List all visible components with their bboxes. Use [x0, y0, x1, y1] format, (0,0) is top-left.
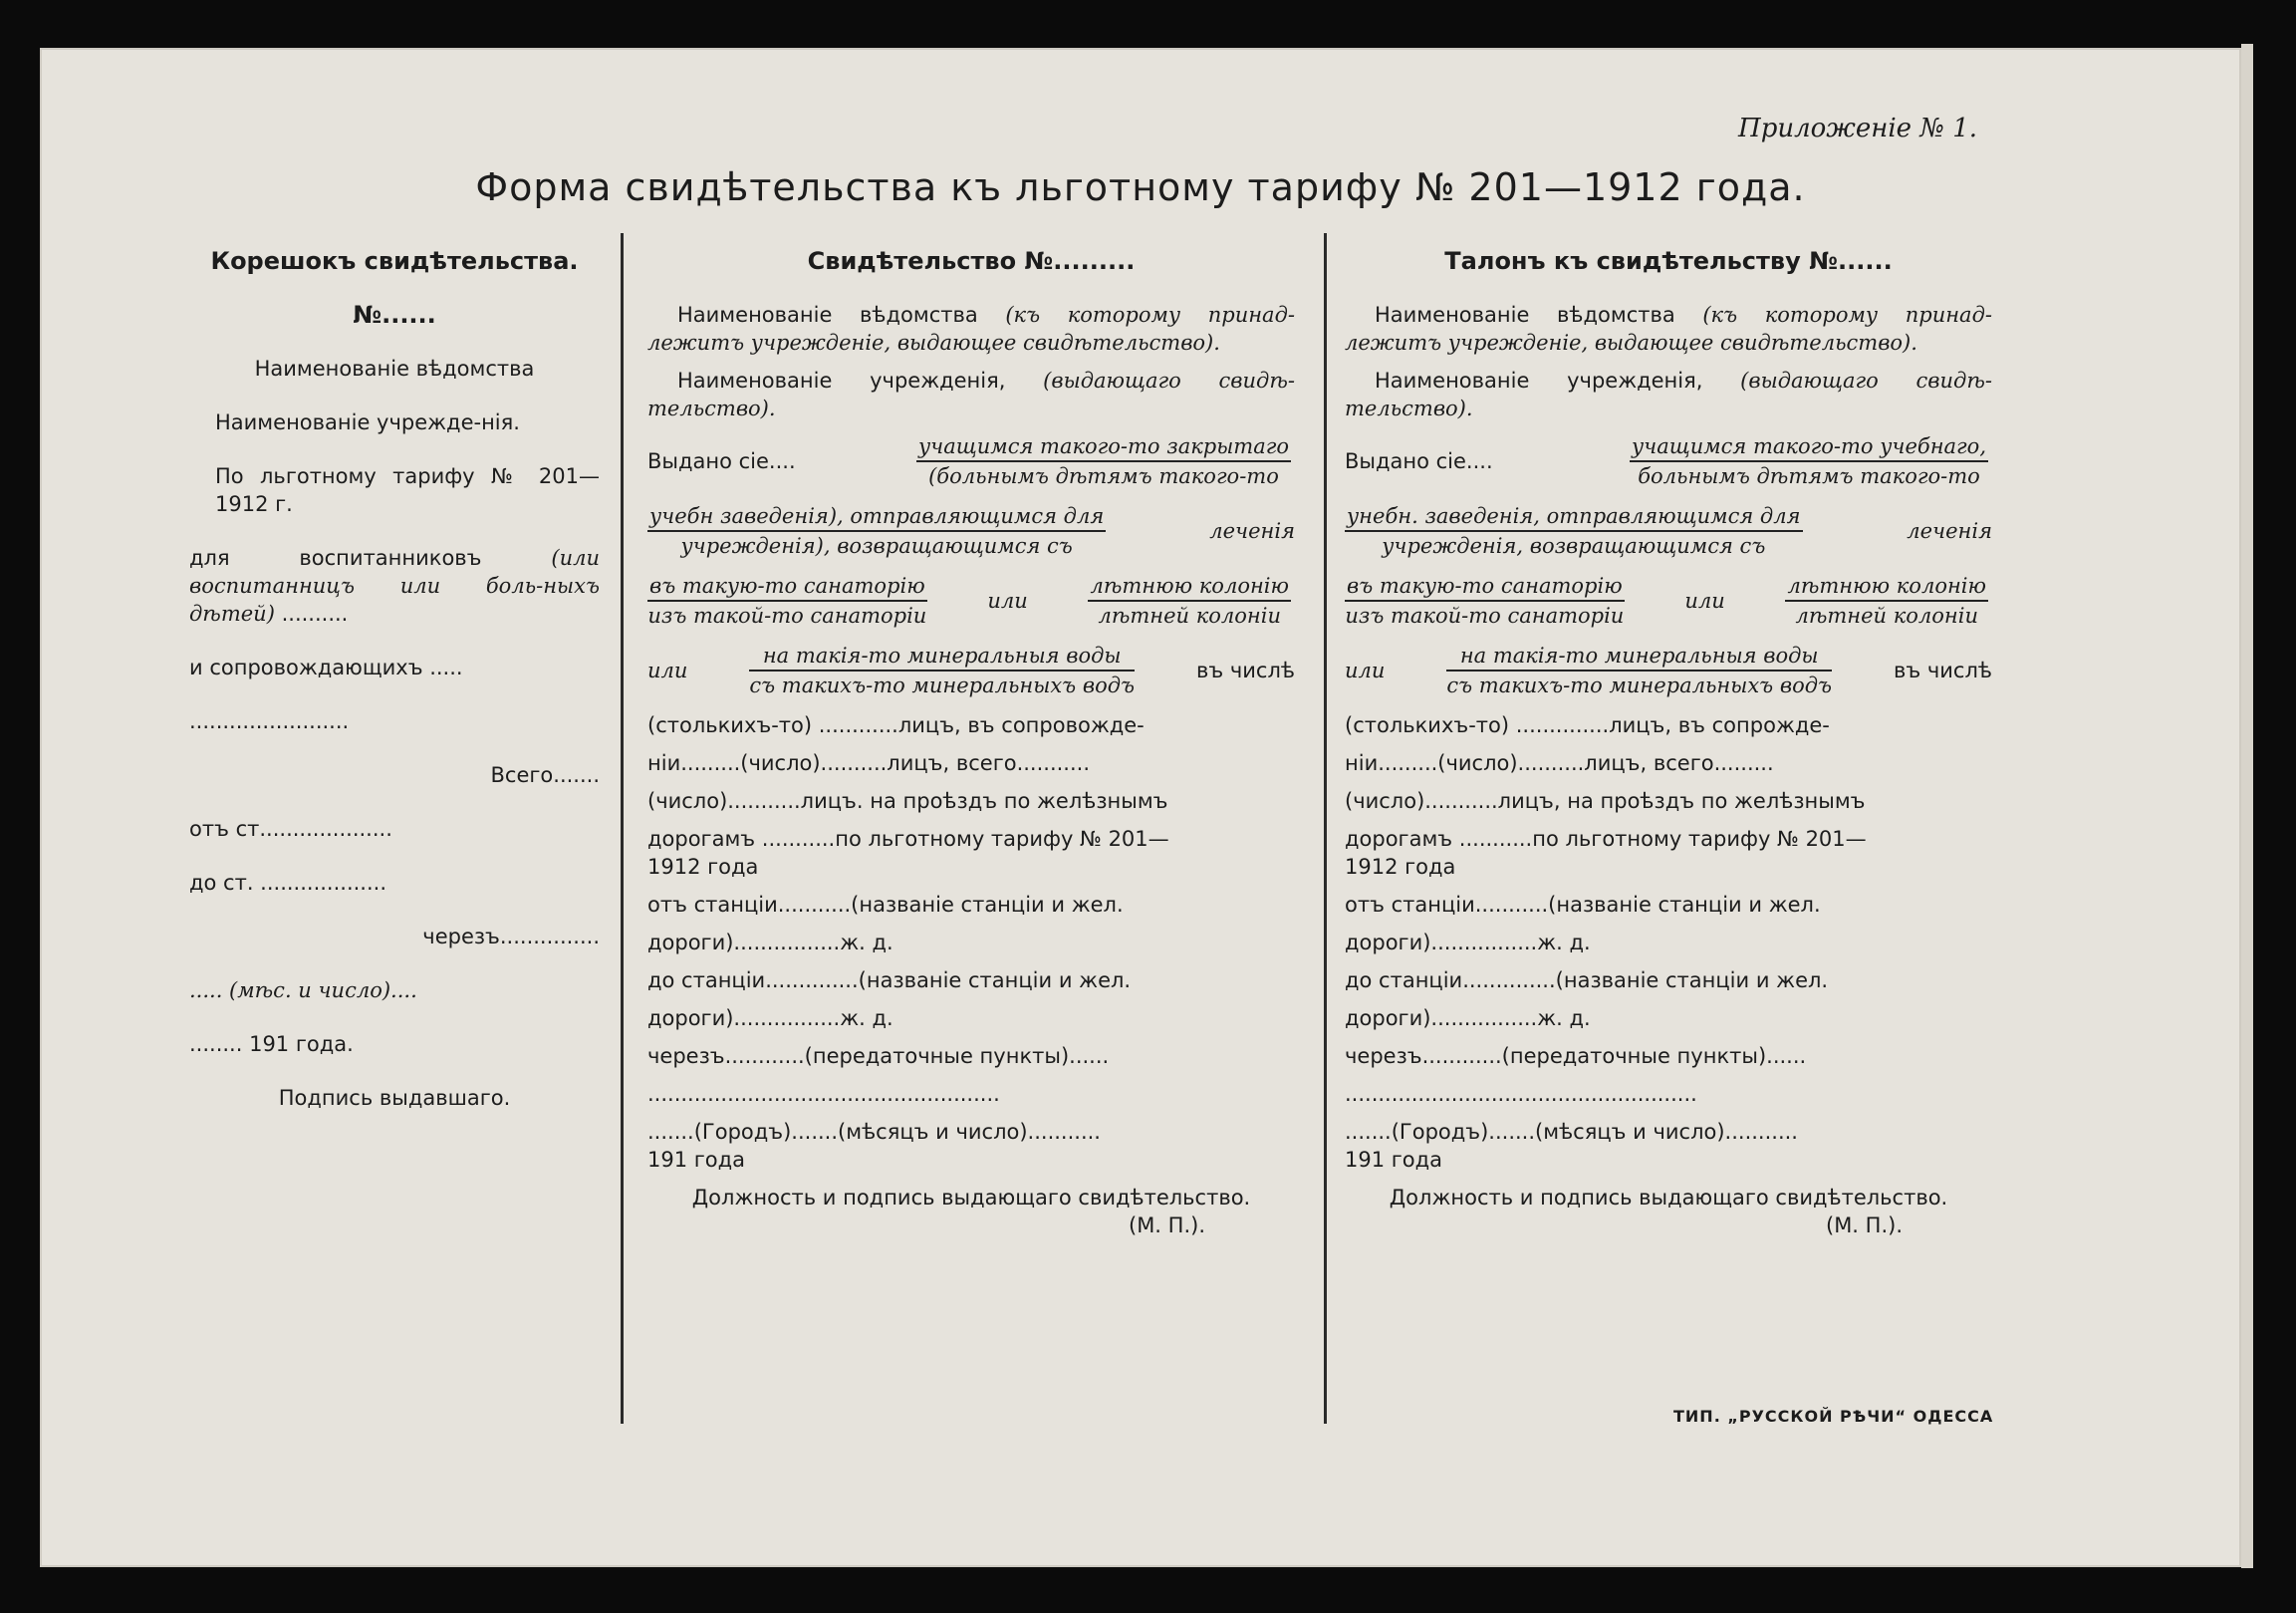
cert-l11: .....................................................: [647, 1082, 1000, 1106]
talon-l9: дороги)................ж. д.: [1345, 1006, 1591, 1030]
cert-issued: Выдано сіе....: [647, 449, 796, 473]
cert-f3-bot: изъ такой-то санаторіи: [647, 604, 927, 628]
talon-l7: дороги)................ж. д.: [1345, 931, 1591, 954]
talon-l8: до станціи..............(названіе станціи и жел.: [1345, 968, 1829, 992]
stub-dept: Наименованіе вѣдомства: [254, 357, 535, 381]
talon-dept-b: (къ которому принад-лежитъ учрежденіе, выдающее свидѣтельство).: [1345, 303, 1992, 355]
talon-frac-5: [1446, 642, 1832, 699]
cert-f5-tail: въ числѣ: [1195, 659, 1295, 682]
cert-frac-5: [749, 642, 1135, 699]
stub-pupils-c: ..........: [281, 602, 349, 626]
talon-l13: 191 года: [1345, 1148, 1443, 1172]
stub-dots: ........................: [189, 709, 350, 733]
talon-l1: (столькихъ-то) ..............лицъ, въ сопрожде-: [1345, 713, 1830, 737]
talon-l12: .......(Городъ).......(мѣсяцъ и число)...........: [1345, 1120, 1798, 1144]
stub-escort: и сопровождающихъ .....: [189, 656, 463, 679]
cert-dept-b: (къ которому принад-лежитъ учрежденіе, выдающее свидѣтельство).: [647, 303, 1295, 355]
talon-f1-bot: больнымъ дѣтямъ такого-то: [1638, 464, 1980, 488]
talon-or-2: или: [1345, 659, 1386, 682]
stub-inst: Наименованіе учрежде-нія.: [215, 410, 520, 434]
talon-f3-bot: изъ такой-то санаторіи: [1345, 604, 1625, 628]
talon-issued: Выдано сіе....: [1345, 449, 1493, 473]
talon-l6: отъ станціи...........(названіе станціи и жел.: [1345, 893, 1821, 917]
stub-pupils-a: для воспитанниковъ: [189, 546, 482, 570]
stub-pupils-b: (или воспитанницъ или боль-ныхъ дѣтей): [189, 546, 600, 626]
talon-seal: (М. П.).: [1826, 1213, 1903, 1237]
cert-column: [647, 247, 1295, 1239]
talon-frac-2: [1345, 502, 1803, 560]
cert-inst-b: (выдающаго свидѣ-тельство).: [647, 369, 1295, 420]
cert-sign: Должность и подпись выдающаго свидѣтельство.: [691, 1186, 1251, 1210]
cert-l10: черезъ............(передаточные пункты)......: [647, 1044, 1110, 1068]
document-sheet: [40, 48, 2241, 1567]
talon-f5-tail: въ числѣ: [1893, 659, 1992, 682]
cert-dept-a: Наименованіе вѣдомства: [677, 303, 978, 327]
appendix-label: Приложеніе № 1.: [1738, 114, 1977, 143]
column-divider-2: [1324, 233, 1327, 1424]
cert-l5: 1912 года: [647, 855, 759, 879]
cert-f2-top: учебн заведенія), отправляющимся для: [647, 502, 1106, 532]
cert-frac5-line: [647, 642, 1295, 699]
talon-issued-line: [1345, 432, 1992, 490]
stub-via: черезъ...............: [422, 925, 600, 948]
stub-year: ........ 191 года.: [189, 1032, 354, 1056]
cert-f5-bot: съ такихъ-то минеральныхъ водъ: [749, 673, 1136, 697]
talon-f2-top: унебн. заведенія, отправляющимся для: [1345, 502, 1803, 532]
cert-f5-top: на такія-то минеральныя воды: [749, 642, 1135, 672]
talon-f2-bot: учрежденія, возвращающимся съ: [1382, 534, 1766, 558]
stub-to: до ст. ...................: [189, 871, 387, 895]
cert-l4: дорогамъ ...........по льготному тарифу № 201—: [647, 827, 1169, 851]
cert-or-1: или: [987, 589, 1028, 613]
talon-l10: черезъ............(передаточные пункты)......: [1345, 1044, 1807, 1068]
stub-header: Корешокъ свидѣтельства.: [210, 247, 579, 275]
cert-f1-top: учащимся такого-то закрытаго: [916, 432, 1291, 462]
cert-l2: ніи.........(число)..........лицъ, всего...........: [647, 751, 1091, 775]
cert-frac2-line: [647, 502, 1295, 560]
cert-f4-bot: лѣтней колоніи: [1098, 604, 1281, 628]
cert-frac34-line: [647, 572, 1295, 630]
cert-l12: .......(Городъ).......(мѣсяцъ и число)...........: [647, 1120, 1101, 1144]
cert-f1-bot: (больнымъ дѣтямъ такого-то: [928, 464, 1279, 488]
talon-inst: [1345, 367, 1992, 422]
stub-total: Всего.......: [490, 763, 600, 787]
talon-f3-top: въ такую-то санаторію: [1345, 572, 1625, 602]
talon-l4: дорогамъ ...........по льготному тарифу № 201—: [1345, 827, 1867, 851]
cert-l1: (столькихъ-то) ............лицъ, въ сопровожде-: [647, 713, 1145, 737]
talon-f4-top: лѣтнюю колонію: [1785, 572, 1988, 602]
talon-inst-a: Наименованіе учрежденія,: [1375, 369, 1703, 393]
cert-frac-2: [647, 502, 1106, 560]
talon-f4-bot: лѣтней колоніи: [1795, 604, 1978, 628]
talon-frac-3: [1345, 572, 1625, 630]
talon-frac34-line: [1345, 572, 1992, 630]
page-title: Форма свидѣтельства къ льготному тарифу № 201—1912 года.: [475, 165, 1806, 209]
talon-dept: [1345, 301, 1992, 357]
talon-inst-b: (выдающаго свидѣ-тельство).: [1345, 369, 1992, 420]
cert-l9: дороги)................ж. д.: [647, 1006, 893, 1030]
cert-l7: дороги)................ж. д.: [647, 931, 893, 954]
stub-column: [189, 247, 600, 1138]
cert-seal: (М. П.).: [1129, 1213, 1205, 1237]
cert-l6: отъ станціи...........(названіе станціи и жел.: [647, 893, 1124, 917]
cert-inst: [647, 367, 1295, 422]
talon-l3: (число)...........лицъ, на проѣздъ по желѣзнымъ: [1345, 789, 1866, 813]
stub-pupils: [189, 544, 600, 628]
stub-signature: Подпись выдавшаго.: [278, 1086, 511, 1110]
cert-dept: [647, 301, 1295, 357]
printer-imprint: ТИП. „РУССКОЙ РѢЧИ“ ОДЕССА: [1673, 1407, 1994, 1426]
talon-header: Талонъ къ свидѣтельству №......: [1444, 247, 1893, 275]
talon-f1-top: учащимся такого-то учебнаго,: [1630, 432, 1988, 462]
stub-tariff: По льготному тарифу № 201—1912 г.: [215, 464, 600, 516]
stub-date: ..... (мѣс. и число)....: [189, 978, 417, 1002]
talon-l2: ніи.........(число)..........лицъ, всего.........: [1345, 751, 1774, 775]
stub-number: №......: [353, 301, 436, 329]
cert-header: Свидѣтельство №.........: [807, 247, 1136, 275]
cert-or-2: или: [647, 659, 688, 682]
talon-frac-1: [1630, 432, 1988, 490]
cert-f2-tail: леченія: [1209, 519, 1295, 543]
talon-f2-tail: леченія: [1907, 519, 1992, 543]
talon-dept-a: Наименованіе вѣдомства: [1375, 303, 1675, 327]
talon-l11: .....................................................: [1345, 1082, 1697, 1106]
cert-l13: 191 года: [647, 1148, 746, 1172]
talon-frac2-line: [1345, 502, 1992, 560]
cert-l3: (число)...........лицъ. на проѣздъ по желѣзнымъ: [647, 789, 1168, 813]
talon-frac-4: [1785, 572, 1988, 630]
cert-l8: до станціи..............(названіе станціи и жел.: [647, 968, 1132, 992]
talon-sign: Должность и подпись выдающаго свидѣтельство.: [1389, 1186, 1948, 1210]
cert-frac-3: [647, 572, 927, 630]
talon-l5: 1912 года: [1345, 855, 1456, 879]
talon-frac5-line: [1345, 642, 1992, 699]
talon-f5-bot: съ такихъ-то минеральныхъ водъ: [1446, 673, 1833, 697]
cert-inst-a: Наименованіе учрежденія,: [677, 369, 1006, 393]
cert-frac-1: [916, 432, 1291, 490]
talon-column: [1345, 247, 1992, 1239]
column-divider-1: [621, 233, 624, 1424]
cert-issued-line: [647, 432, 1295, 490]
stub-from: отъ ст....................: [189, 817, 392, 841]
cert-f3-top: въ такую-то санаторію: [647, 572, 927, 602]
cert-f4-top: лѣтнюю колонію: [1088, 572, 1291, 602]
cert-f2-bot: учрежденія), возвращающимся съ: [680, 534, 1073, 558]
cert-frac-4: [1088, 572, 1291, 630]
sheet-edge: [2241, 44, 2253, 1568]
talon-or-1: или: [1684, 589, 1725, 613]
talon-f5-top: на такія-то минеральныя воды: [1446, 642, 1832, 672]
